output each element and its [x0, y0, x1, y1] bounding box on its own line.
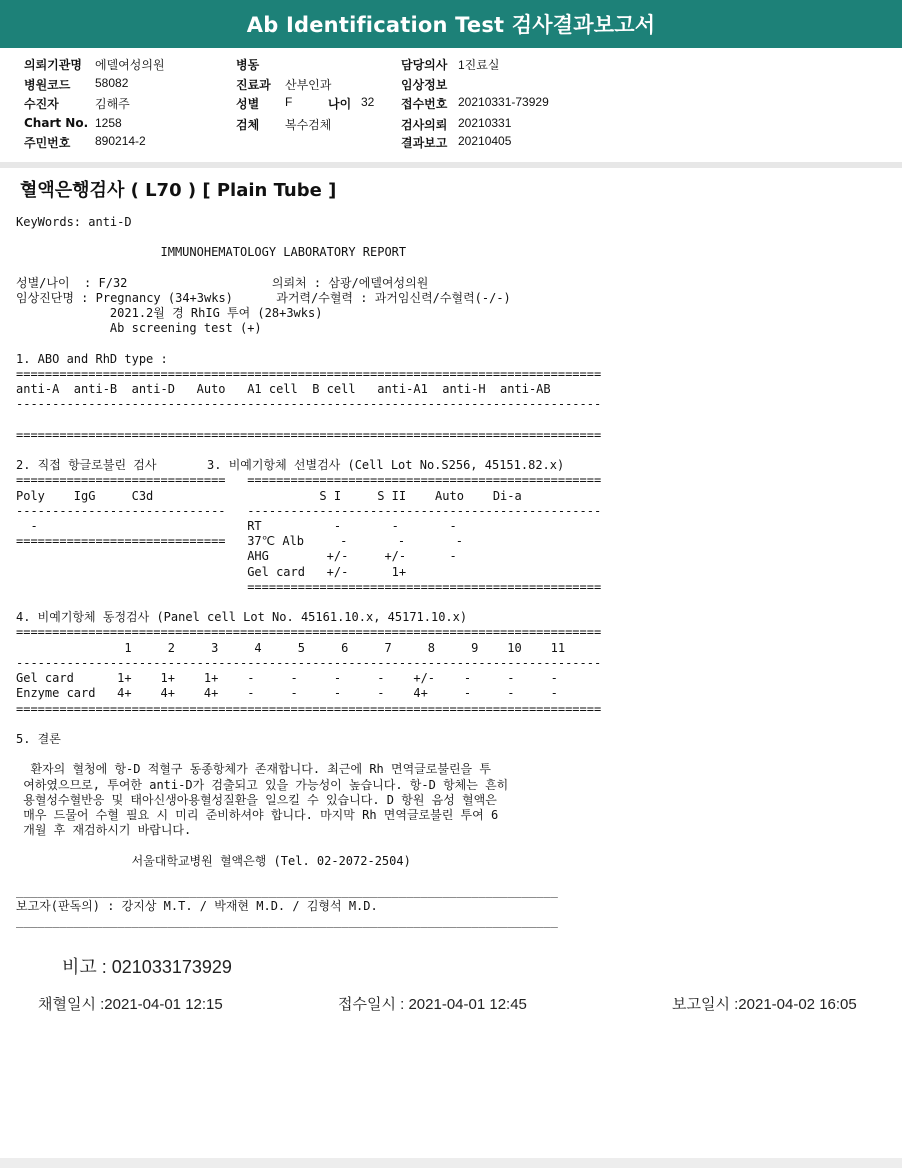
report-line: ============================= 37℃ Alb - - -: [16, 534, 463, 549]
report-line: [16, 337, 636, 352]
collection-time: 채혈일시 :2021-04-01 12:15: [38, 996, 223, 1013]
request-value: 20210331: [458, 116, 512, 130]
patient-value: 김해주: [95, 97, 130, 111]
report-line: =================================================: [16, 579, 602, 594]
report-date-value: 20210405: [458, 134, 512, 148]
report-line: [16, 838, 636, 853]
chart-label: Chart No.: [24, 116, 89, 130]
report-line: 2021.2월 경 RhIG 투여 (28+3wks): [16, 306, 323, 321]
report-line: Enzyme card 4+ 4+ 4+ - - - - 4+ - - -: [16, 686, 558, 701]
report-line: 매우 드물어 수혈 필요 시 미리 준비하셔야 합니다. 마지막 Rh 면역글로불린 투여 6: [16, 807, 499, 822]
lab-report-text: [16, 215, 636, 930]
doctor-label: 담당의사: [401, 58, 448, 72]
report-line: 임상진단명 : Pregnancy (34+3wks) 과거력/수혈력 : 과거임신력/수혈력(-/-): [16, 291, 511, 306]
report-line: KeyWords: anti-D: [16, 215, 132, 229]
report-line: ___________________________________________________________________________: [16, 914, 558, 929]
info-row-3: [0, 95, 902, 113]
specimen-label: 검체: [236, 118, 260, 132]
page-bottom-bar: [0, 1158, 902, 1168]
report-header: [0, 0, 902, 48]
doctor-value: 1진료실: [458, 58, 500, 72]
report-line: 여하였으므로, 투여한 anti-D가 검출되고 있을 가능성이 높습니다. 항-D 항체는 흔히: [16, 777, 509, 792]
report-line: =================================================================================: [16, 367, 602, 382]
report-line: 서울대학교병원 혈액은행 (Tel. 02-2072-2504): [16, 853, 411, 868]
dept-label: 진료과: [236, 78, 271, 92]
report-line: anti-A anti-B anti-D Auto A1 cell B cell anti-A1 anti-H anti-AB: [16, 382, 551, 397]
report-line: AHG +/- +/- -: [16, 549, 457, 564]
chart-value: 1258: [95, 116, 122, 130]
report-line: =================================================================================: [16, 427, 602, 442]
report-line: Gel card 1+ 1+ 1+ - - - - +/- - - -: [16, 671, 558, 686]
report-line: 4. 비예기항체 동정검사 (Panel cell Lot No. 45161.10.x, 45171.10.x): [16, 610, 468, 625]
report-line: IMMUNOHEMATOLOGY LABORATORY REPORT: [16, 245, 407, 260]
report-line: ============================= =================================================: [16, 473, 602, 488]
age-label: 나이: [328, 97, 352, 111]
report-line: [16, 747, 636, 762]
report-line: [16, 413, 636, 428]
rrn-label: 주민번호: [24, 136, 71, 150]
report-line: - RT - - -: [16, 519, 457, 534]
report-line: [16, 443, 636, 458]
report-line: [16, 261, 636, 276]
report-line: ---------------------------------------------------------------------------------: [16, 655, 602, 670]
report-line: 1 2 3 4 5 6 7 8 9 10 11: [16, 640, 566, 655]
note-text: 비고 : 021033173929: [62, 957, 232, 977]
section-divider: [0, 162, 902, 168]
report-line: Gel card +/- 1+: [16, 564, 407, 579]
hospital-code-value: 58082: [95, 76, 129, 90]
info-row-5: [0, 134, 902, 152]
sex-value: F: [285, 95, 293, 109]
dept-value: 산부인과: [285, 78, 332, 92]
patient-info-block: [0, 56, 902, 160]
report-line: Poly IgG C3d S I S II Auto Di-a: [16, 488, 522, 503]
ward-label: 병동: [236, 58, 260, 72]
report-line: [16, 869, 636, 884]
report-line: 성별/나이 : F/32 의뢰처 : 삼광/에델여성의원: [16, 275, 429, 290]
report-line: 2. 직접 항글로불린 검사 3. 비예기항체 선별검사 (Cell Lot No.S256, 45151.82.x): [16, 458, 565, 473]
receipt-label: 접수번호: [401, 97, 448, 111]
receipt-value: 20210331-73929: [458, 95, 549, 109]
age-value: 32: [361, 95, 375, 109]
report-time: 보고일시 :2021-04-02 16:05: [672, 996, 857, 1013]
report-line: [16, 595, 636, 610]
info-row-2: [0, 76, 902, 94]
sex-label: 성별: [236, 97, 260, 111]
clinical-label: 임상정보: [401, 78, 448, 92]
specimen-value: 복수검체: [285, 118, 332, 132]
report-line: =================================================================================: [16, 701, 602, 716]
report-line: ----------------------------- -------------------------------------------------: [16, 503, 602, 518]
section-title: 혈액은행검사 ( L70 ) [ Plain Tube ]: [20, 180, 337, 201]
report-line: [16, 230, 636, 245]
report-line: 5. 결론: [16, 731, 61, 746]
report-title: Ab Identification Test 검사결과보고서: [246, 13, 656, 37]
receipt-time: 접수일시 : 2021-04-01 12:45: [338, 996, 527, 1013]
report-line: Ab screening test (+): [16, 321, 262, 336]
report-line: 개월 후 재검하시기 바랍니다.: [16, 823, 192, 838]
report-line: [16, 717, 636, 732]
rrn-value: 890214-2: [95, 134, 146, 148]
patient-label: 수진자: [24, 97, 59, 111]
report-line: ___________________________________________________________________________: [16, 883, 558, 898]
report-line: 환자의 혈청에 항-D 적혈구 동종항체가 존재합니다. 최근에 Rh 면역글로불린을 투: [16, 762, 491, 777]
info-row-4: [0, 116, 902, 134]
info-row-1: [0, 56, 902, 74]
request-label: 검사의뢰: [401, 118, 448, 132]
report-line: 보고자(판독의) : 강지상 M.T. / 박재현 M.D. / 김형석 M.D.: [16, 899, 378, 914]
report-line: ---------------------------------------------------------------------------------: [16, 397, 602, 412]
report-line: 1. ABO and RhD type :: [16, 351, 168, 366]
hospital-code-label: 병원코드: [24, 78, 71, 92]
report-line: 용혈성수혈반응 및 태아신생아용혈성질환을 일으킬 수 있습니다. D 항원 음성 혈액은: [16, 792, 497, 807]
institution-value: 에델여성의원: [95, 58, 165, 72]
institution-label: 의뢰기관명: [24, 58, 82, 72]
report-date-label: 결과보고: [401, 136, 448, 150]
report-line: =================================================================================: [16, 625, 602, 640]
